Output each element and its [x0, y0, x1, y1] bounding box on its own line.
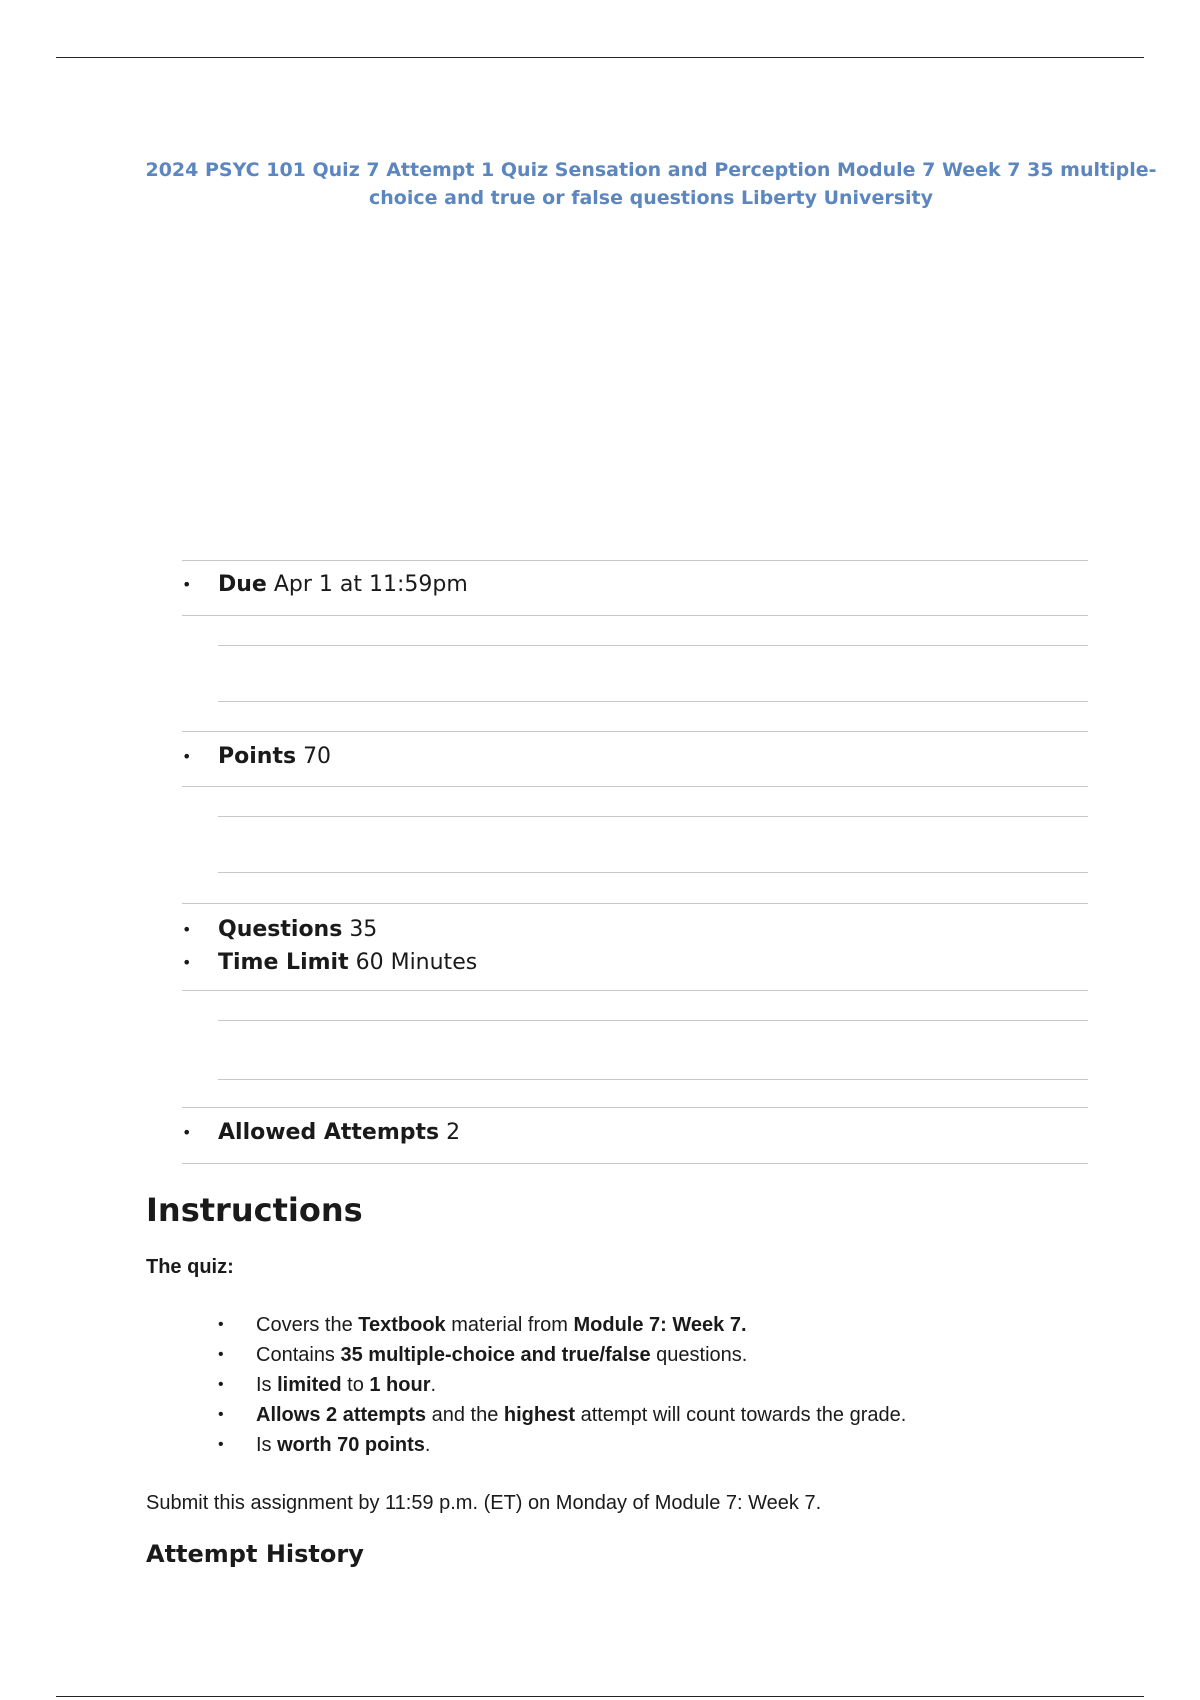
- text-run-bold: 35 multiple-choice and true/false: [340, 1344, 651, 1366]
- divider: [182, 786, 1088, 787]
- detail-due-label: Due: [218, 572, 267, 597]
- bullet-icon: •: [182, 953, 192, 972]
- detail-points-label: Points: [218, 744, 297, 769]
- text-run-bold: Textbook: [358, 1314, 446, 1336]
- text-run-bold: Module 7: Week 7.: [573, 1314, 747, 1336]
- divider: [218, 1079, 1088, 1080]
- bullet-icon: •: [218, 1406, 224, 1423]
- detail-time-limit-value: 60 Minutes: [355, 950, 478, 975]
- text-run-bold: limited: [277, 1374, 342, 1396]
- detail-points-value: 70: [303, 744, 332, 769]
- text-run-bold: Allows 2 attempts: [256, 1404, 427, 1426]
- divider: [182, 731, 1088, 732]
- divider: [182, 1163, 1088, 1164]
- detail-questions-value: 35: [349, 917, 378, 942]
- bullet-icon: •: [182, 920, 192, 939]
- submit-note: Submit this assignment by 11:59 p.m. (ET) on Monday of Module 7: Week 7.: [146, 1492, 822, 1514]
- detail-time-limit-label: Time Limit: [218, 950, 349, 975]
- divider: [218, 701, 1088, 702]
- divider: [182, 615, 1088, 616]
- text-run: Is: [256, 1374, 278, 1396]
- detail-questions-label: Questions: [218, 917, 343, 942]
- bullet-icon: •: [182, 575, 192, 594]
- text-run: Contains: [256, 1344, 341, 1366]
- bullet-icon: •: [182, 747, 192, 766]
- list-item: [218, 1400, 906, 1430]
- text-run: Covers the: [256, 1314, 359, 1336]
- divider: [182, 903, 1088, 904]
- text-run: Is: [256, 1434, 278, 1456]
- page-top-rule: [56, 57, 1144, 58]
- text-run: .: [424, 1434, 431, 1456]
- bullet-icon: •: [218, 1346, 224, 1363]
- text-run: to: [341, 1374, 370, 1396]
- detail-allowed-attempts-value: 2: [446, 1120, 461, 1145]
- text-run: .: [430, 1374, 437, 1396]
- divider: [182, 990, 1088, 991]
- divider: [218, 872, 1088, 873]
- bullet-icon: •: [218, 1376, 224, 1393]
- list-item: [218, 1370, 906, 1400]
- bullet-icon: •: [218, 1436, 224, 1453]
- list-item: [218, 1310, 906, 1340]
- divider: [218, 645, 1088, 646]
- quiz-intro: The quiz:: [146, 1256, 234, 1278]
- document-title: 2024 PSYC 101 Quiz 7 Attempt 1 Quiz Sensation and Perception Module 7 Week 7 35 multiple-choice and true or false questions Liberty University: [145, 159, 1157, 209]
- divider: [218, 1020, 1088, 1021]
- text-run: attempt will count towards the grade.: [575, 1404, 907, 1426]
- list-item: [218, 1430, 906, 1460]
- text-run-bold: 1 hour: [369, 1374, 431, 1396]
- divider: [182, 560, 1088, 561]
- text-run: material from: [445, 1314, 574, 1336]
- text-run: questions.: [650, 1344, 748, 1366]
- bullet-icon: •: [218, 1316, 224, 1333]
- divider: [182, 1107, 1088, 1108]
- text-run-bold: worth 70 points: [277, 1434, 425, 1456]
- page-bottom-rule: [56, 1696, 1144, 1697]
- instructions-heading: Instructions: [146, 1191, 363, 1229]
- list-item: [218, 1340, 906, 1370]
- detail-allowed-attempts-label: Allowed Attempts: [218, 1120, 440, 1145]
- text-run-bold: highest: [503, 1404, 576, 1426]
- bullet-icon: •: [182, 1123, 192, 1142]
- divider: [218, 816, 1088, 817]
- text-run: and the: [426, 1404, 504, 1426]
- quiz-rules-list: [218, 1310, 906, 1460]
- attempt-history-heading: Attempt History: [146, 1540, 364, 1568]
- detail-due-value: Apr 1 at 11:59pm: [273, 572, 468, 597]
